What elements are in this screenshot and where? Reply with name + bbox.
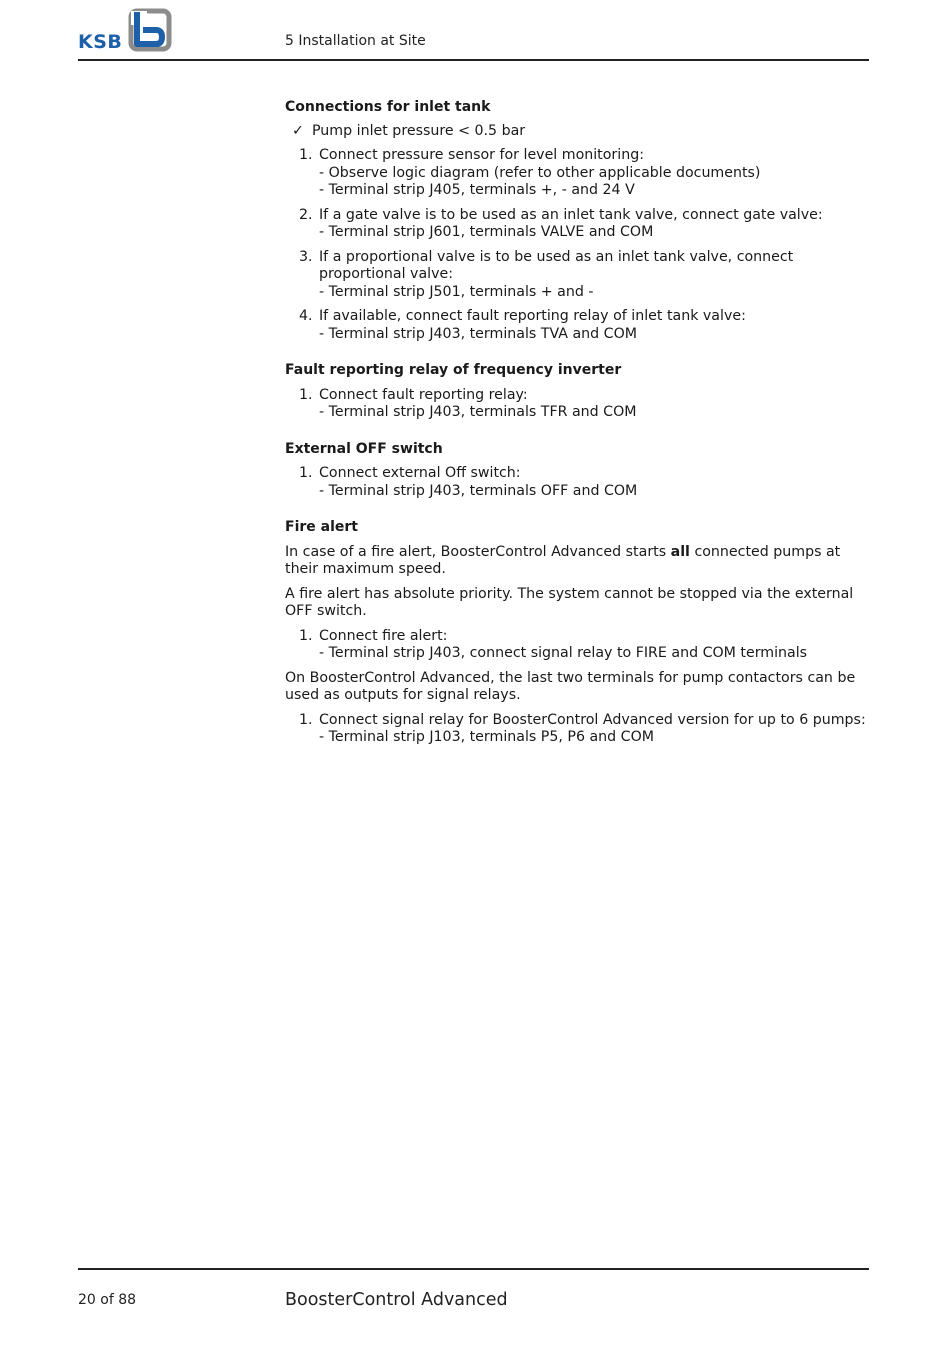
footer-rule	[78, 1268, 869, 1270]
inlet-tank-steps	[285, 147, 870, 343]
list-item	[285, 712, 870, 747]
step-text: Connect pressure sensor for level monitoring:	[319, 147, 644, 163]
external-off-steps	[285, 465, 870, 500]
step-text: Connect signal relay for BoosterControl Advanced version for up to 6 pumps:	[319, 711, 866, 728]
fire-alert-steps	[285, 628, 870, 663]
list-item	[285, 308, 870, 343]
paragraph-text: connected pumps at their maximum speed.	[285, 543, 841, 577]
step-number: 4.	[299, 308, 313, 324]
step-detail: - Terminal strip J403, terminals OFF and COM	[319, 482, 638, 499]
step-text: If a proportional valve is to be used as an inlet tank valve, connect proportional valve:	[319, 248, 794, 282]
step-number: 1.	[299, 627, 313, 644]
step-text: If available, connect fault reporting relay of inlet tank valve:	[319, 308, 746, 324]
step-text: If a gate valve is to be used as an inlet tank valve, connect gate valve:	[319, 206, 823, 223]
step-number: 1.	[299, 386, 313, 403]
step-number: 2.	[299, 206, 313, 223]
ksb-logo-mark-icon	[128, 8, 172, 52]
list-item	[285, 147, 870, 200]
fire-priority-paragraph: A fire alert has absolute priority. The system cannot be stopped via the external OFF switch.	[285, 585, 854, 619]
heading-fault-relay: Fault reporting relay of frequency inverter	[285, 362, 622, 378]
step-detail: - Terminal strip J501, terminals + and -	[319, 283, 594, 300]
precondition-text: Pump inlet pressure < 0.5 bar	[312, 122, 526, 139]
logo-text: KSB	[78, 31, 123, 53]
emphasis-text: all	[670, 543, 690, 560]
section-title: 5 Installation at Site	[285, 33, 426, 49]
step-detail: - Terminal strip J403, connect signal relay to FIRE and COM terminals	[319, 645, 808, 661]
heading-inlet-tank: Connections for inlet tank	[285, 99, 491, 115]
step-detail: - Observe logic diagram (refer to other applicable documents)	[319, 164, 761, 181]
header-rule	[78, 59, 869, 61]
paragraph-text: In case of a fire alert, BoosterControl Advanced starts	[285, 543, 671, 560]
step-number: 1.	[299, 465, 313, 481]
step-number: 3.	[299, 248, 313, 265]
document-title: BoosterControl Advanced	[285, 1290, 508, 1310]
step-text: Connect fault reporting relay:	[319, 386, 528, 403]
heading-external-off: External OFF switch	[285, 440, 443, 457]
step-detail: - Terminal strip J601, terminals VALVE and COM	[319, 224, 654, 240]
fault-relay-steps	[285, 387, 870, 422]
heading-fire-alert: Fire alert	[285, 519, 358, 535]
step-text: Connect fire alert:	[319, 627, 448, 644]
list-item	[285, 387, 870, 422]
list-item	[285, 207, 870, 242]
check-icon: ✓	[292, 122, 304, 139]
main-content	[285, 99, 870, 747]
list-item	[285, 249, 870, 302]
step-text: Connect external Off switch:	[319, 465, 521, 481]
list-item	[285, 628, 870, 663]
step-number: 1.	[299, 147, 313, 163]
step-detail: - Terminal strip J103, terminals P5, P6 and COM	[319, 729, 654, 745]
precondition-item	[285, 123, 870, 141]
step-detail: - Terminal strip J405, terminals +, - and 24 V	[319, 182, 635, 198]
ksb-logo	[78, 8, 174, 54]
step-detail: - Terminal strip J403, terminals TVA and COM	[319, 325, 637, 342]
page-number: 20 of 88	[78, 1292, 137, 1308]
signal-relay-paragraph: On BoosterControl Advanced, the last two terminals for pump contactors can be used as outputs for signal relays.	[285, 669, 856, 703]
fire-alert-paragraph	[285, 544, 870, 579]
step-detail: - Terminal strip J403, terminals TFR and COM	[319, 404, 637, 420]
step-number: 1.	[299, 711, 313, 728]
signal-relay-steps	[285, 712, 870, 747]
list-item	[285, 465, 870, 500]
